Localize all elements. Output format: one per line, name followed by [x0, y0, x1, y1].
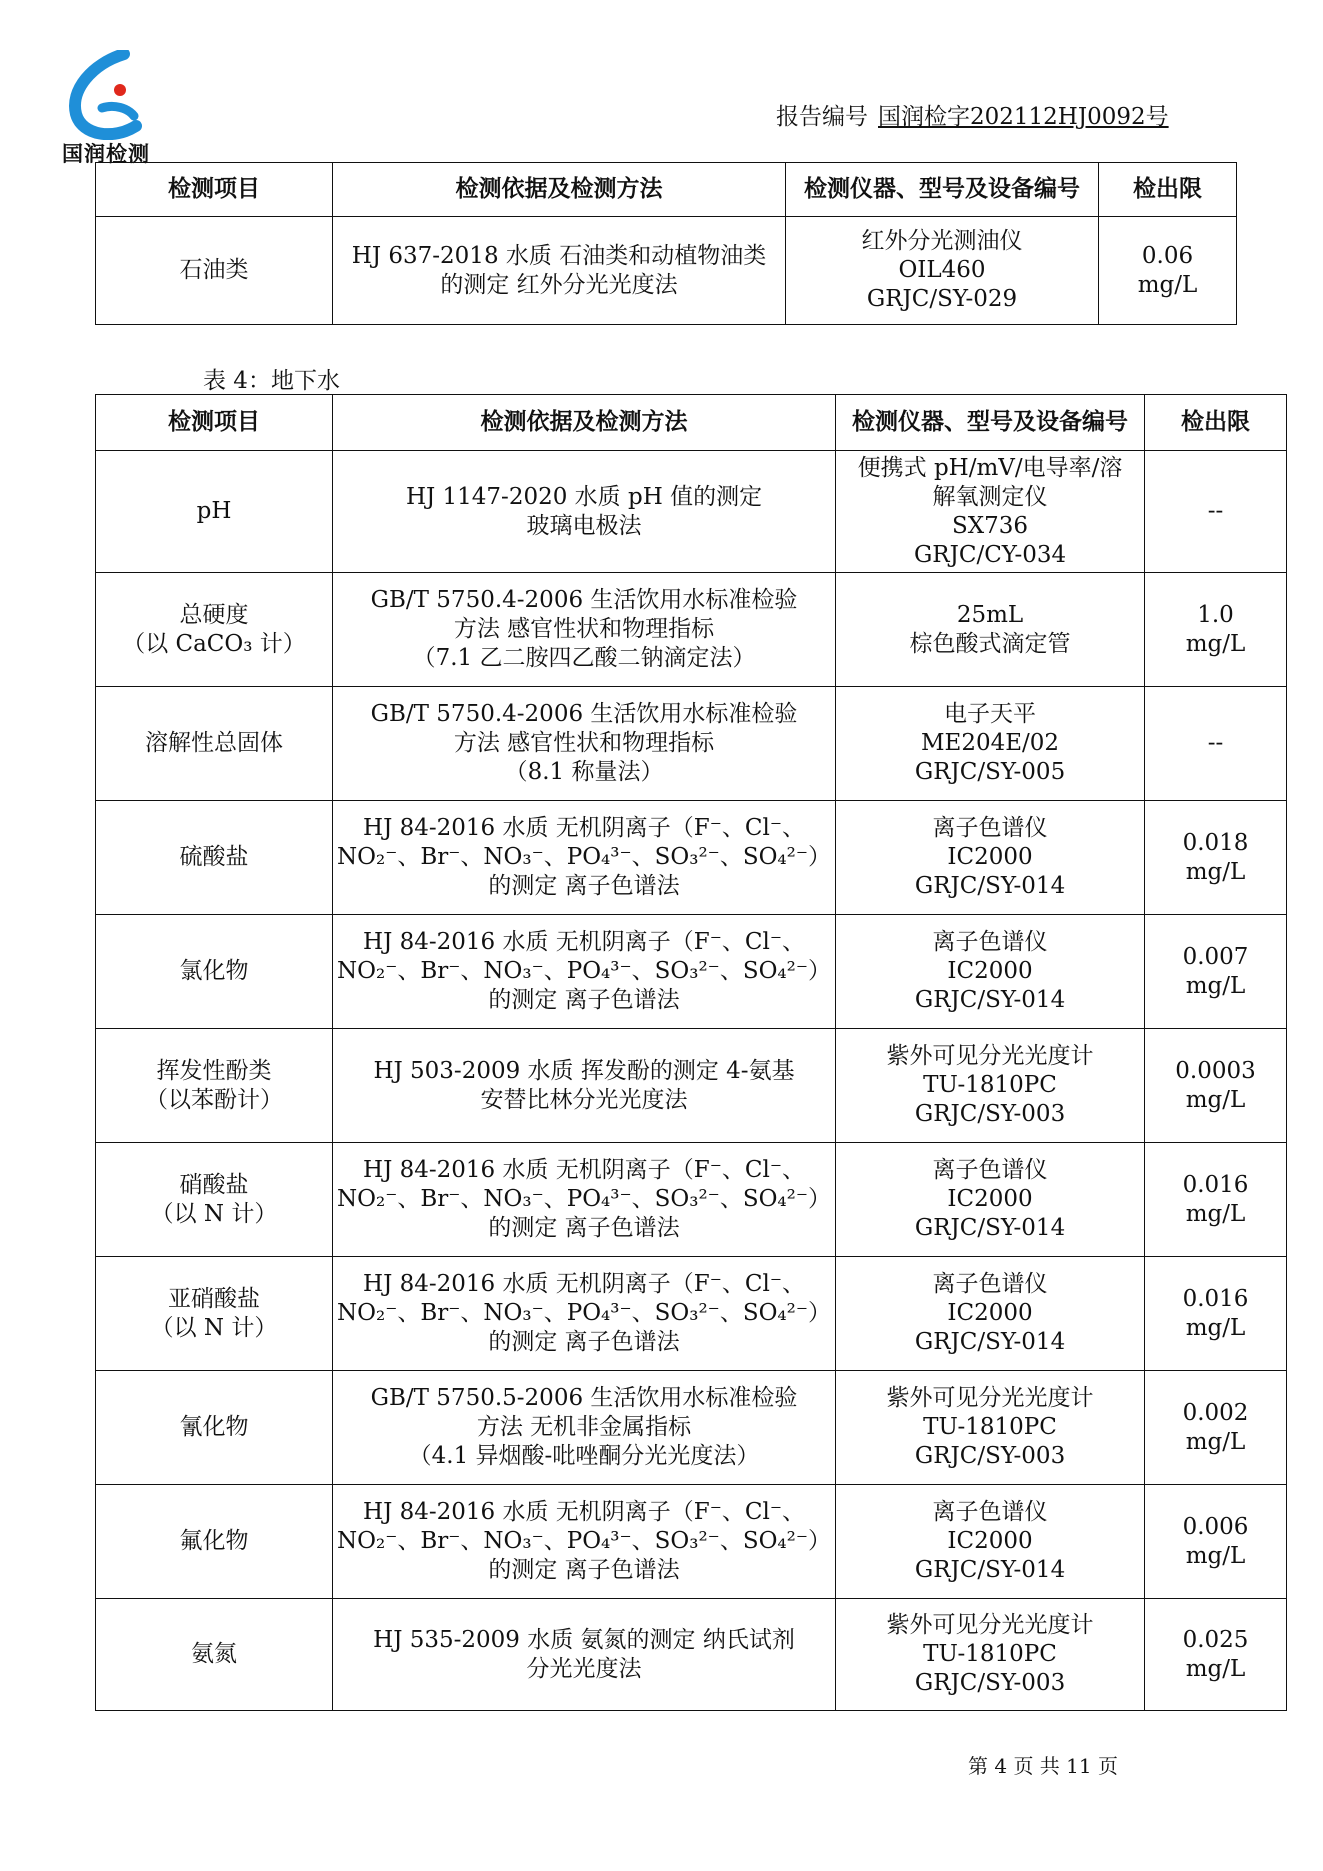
cell-text: 方法 感官性状和物理指标 [453, 730, 715, 756]
cell-text: mg/L [1185, 972, 1246, 999]
table-row [96, 217, 1237, 325]
cell-text: 石油类 [179, 257, 249, 283]
cell-method [333, 1599, 836, 1711]
cell-text: TU-1810PC [923, 1414, 1057, 1440]
cell-text: IC2000 [947, 1186, 1033, 1212]
cell-text: HJ 1147-2020 水质 pH 值的测定 [405, 483, 763, 510]
cell-text: mg/L [1185, 630, 1246, 657]
cell-item [96, 1029, 333, 1143]
cell-text: GRJC/SY-029 [866, 286, 1018, 312]
report-number-line [776, 98, 1169, 131]
cell-text: mg/L [1185, 1200, 1246, 1227]
table-row [96, 1029, 1287, 1143]
cell-instrument [836, 1029, 1145, 1143]
table-row [96, 1599, 1287, 1711]
cell-text: 安替比林分光光度法 [480, 1086, 688, 1113]
page-number: 第 4 页 共 11 页 [968, 1754, 1118, 1778]
cell-text: IC2000 [947, 844, 1033, 870]
cell-text: 氨氮 [191, 1641, 237, 1667]
cell-text: （以 N 计） [150, 1314, 278, 1341]
table-1 [95, 162, 1237, 325]
cell-text: 0.007 [1182, 943, 1249, 970]
col-header-method: 检测依据及检测方法 [333, 163, 786, 217]
cell-text: GRJC/SY-005 [914, 759, 1066, 785]
cell-text: 硫酸盐 [179, 844, 249, 870]
cell-instrument [836, 687, 1145, 801]
cell-text: 紫外可见分光光度计 [886, 1043, 1094, 1069]
cell-item [96, 1257, 333, 1371]
cell-text: 电子天平 [944, 701, 1037, 727]
table-row [96, 1257, 1287, 1371]
cell-text: 便携式 pH/mV/电导率/溶 [857, 454, 1123, 481]
table-row [96, 915, 1287, 1029]
logo-text: 国润检测 [62, 142, 150, 166]
table-row [96, 1143, 1287, 1257]
cell-limit [1145, 1029, 1287, 1143]
cell-item [96, 217, 333, 325]
logo-mark-icon [62, 50, 162, 140]
cell-text: GRJC/SY-014 [914, 873, 1066, 899]
cell-text: HJ 535-2009 水质 氨氮的测定 纳氏试剂 [373, 1626, 795, 1653]
cell-text: （4.1 异烟酸-吡唑酮分光光度法） [408, 1443, 760, 1469]
cell-method [333, 687, 836, 801]
cell-text: HJ 637-2018 水质 石油类和动植物油类 [351, 242, 767, 269]
cell-text: （以苯酚计） [145, 1086, 283, 1113]
cell-text: 分光光度法 [526, 1655, 642, 1682]
cell-instrument [836, 1143, 1145, 1257]
company-logo [62, 50, 162, 166]
cell-text: 方法 感官性状和物理指标 [453, 616, 715, 642]
cell-instrument [786, 217, 1099, 325]
cell-text: 的测定 离子色谱法 [488, 1557, 680, 1583]
cell-text: mg/L [1185, 1542, 1246, 1569]
cell-text: 的测定 离子色谱法 [488, 873, 680, 899]
cell-text: 紫外可见分光光度计 [886, 1385, 1094, 1411]
cell-text: pH [196, 498, 232, 524]
cell-item [96, 573, 333, 687]
cell-method [333, 217, 786, 325]
cell-text: （以 N 计） [150, 1200, 278, 1227]
cell-method [333, 573, 836, 687]
cell-text: GB/T 5750.4-2006 生活饮用水标准检验 [370, 701, 798, 727]
cell-text: 挥发性酚类 [156, 1057, 272, 1084]
cell-text: （以 CaCO₃ 计） [122, 630, 306, 657]
cell-instrument [836, 1371, 1145, 1485]
cell-item [96, 801, 333, 915]
cell-instrument [836, 451, 1145, 573]
cell-text: 离子色谱仪 [932, 1499, 1048, 1525]
cell-text: 离子色谱仪 [932, 929, 1048, 955]
cell-text: IC2000 [947, 1300, 1033, 1326]
cell-text: 离子色谱仪 [932, 815, 1048, 841]
table-header-row [96, 395, 1287, 451]
cell-text: 离子色谱仪 [932, 1157, 1048, 1183]
cell-text: GRJC/SY-003 [914, 1670, 1066, 1696]
cell-text: 0.025 [1182, 1626, 1249, 1653]
cell-text: GRJC/SY-014 [914, 987, 1066, 1013]
cell-text: mg/L [1185, 1655, 1246, 1682]
cell-text: GB/T 5750.4-2006 生活饮用水标准检验 [370, 587, 798, 613]
cell-text: mg/L [1137, 271, 1198, 298]
cell-text: 紫外可见分光光度计 [886, 1612, 1094, 1638]
cell-text: -- [1207, 730, 1224, 756]
cell-text: 的测定 红外分光光度法 [440, 271, 678, 298]
cell-text: 亚硝酸盐 [168, 1285, 260, 1312]
table-row [96, 1485, 1287, 1599]
cell-text: 方法 无机非金属指标 [476, 1414, 692, 1440]
cell-text: TU-1810PC [923, 1072, 1057, 1098]
cell-limit [1145, 1143, 1287, 1257]
cell-text: HJ 84-2016 水质 无机阴离子（F⁻、Cl⁻、 [363, 815, 805, 841]
cell-text: NO₂⁻、Br⁻、NO₃⁻、PO₄³⁻、SO₃²⁻、SO₄²⁻） [337, 1300, 832, 1326]
cell-text: NO₂⁻、Br⁻、NO₃⁻、PO₄³⁻、SO₃²⁻、SO₄²⁻） [337, 1186, 832, 1212]
cell-limit [1099, 217, 1237, 325]
cell-text: GRJC/CY-034 [913, 541, 1067, 568]
cell-text: 0.0003 [1175, 1057, 1256, 1084]
cell-text: 0.018 [1182, 829, 1249, 856]
cell-text: 氯化物 [179, 958, 249, 984]
table-header-row [96, 163, 1237, 217]
cell-text: ME204E/02 [921, 730, 1060, 756]
col-header-instrument: 检测仪器、型号及设备编号 [836, 395, 1145, 451]
cell-text: 1.0 [1197, 601, 1234, 628]
cell-text: SX736 [952, 512, 1029, 539]
cell-text: 0.002 [1182, 1399, 1249, 1426]
cell-text: 氰化物 [179, 1414, 249, 1440]
cell-text: 离子色谱仪 [932, 1271, 1048, 1297]
cell-text: 0.016 [1182, 1171, 1249, 1198]
cell-item [96, 915, 333, 1029]
cell-text: （8.1 称量法） [504, 759, 664, 785]
cell-instrument [836, 801, 1145, 915]
cell-text: HJ 84-2016 水质 无机阴离子（F⁻、Cl⁻、 [363, 1499, 805, 1525]
cell-text: mg/L [1185, 1314, 1246, 1341]
cell-text: GRJC/SY-014 [914, 1329, 1066, 1355]
cell-text: 溶解性总固体 [145, 730, 283, 756]
cell-text: mg/L [1185, 1086, 1246, 1113]
cell-text: 的测定 离子色谱法 [488, 1329, 680, 1355]
cell-text: NO₂⁻、Br⁻、NO₃⁻、PO₄³⁻、SO₃²⁻、SO₄²⁻） [337, 1528, 832, 1554]
cell-text: 总硬度 [179, 601, 249, 628]
cell-text: HJ 84-2016 水质 无机阴离子（F⁻、Cl⁻、 [363, 1271, 805, 1297]
col-header-item: 检测项目 [96, 163, 333, 217]
cell-text: IC2000 [947, 1528, 1033, 1554]
table-row [96, 451, 1287, 573]
cell-limit [1145, 1257, 1287, 1371]
cell-text: 氟化物 [179, 1528, 249, 1554]
cell-text: GRJC/SY-003 [914, 1101, 1066, 1127]
cell-instrument [836, 915, 1145, 1029]
cell-text: GRJC/SY-014 [914, 1215, 1066, 1241]
cell-text: 棕色酸式滴定管 [909, 630, 1071, 657]
cell-text: 解氧测定仪 [932, 483, 1048, 510]
cell-item [96, 1599, 333, 1711]
cell-text: 25mL [956, 601, 1024, 628]
table-row [96, 573, 1287, 687]
cell-limit [1145, 1371, 1287, 1485]
cell-method [333, 451, 836, 573]
cell-instrument [836, 573, 1145, 687]
cell-method [333, 1143, 836, 1257]
cell-text: TU-1810PC [923, 1641, 1057, 1667]
cell-limit [1145, 801, 1287, 915]
table-row [96, 687, 1287, 801]
cell-text: 红外分光测油仪 [861, 228, 1023, 254]
cell-method [333, 1029, 836, 1143]
cell-text: GRJC/SY-014 [914, 1557, 1066, 1583]
report-number-value: 国润检字202112HJ0092号 [878, 104, 1169, 130]
table-row [96, 1371, 1287, 1485]
cell-text: OIL460 [898, 257, 986, 283]
cell-method [333, 1485, 836, 1599]
col-header-limit: 检出限 [1145, 395, 1287, 451]
col-header-instrument: 检测仪器、型号及设备编号 [786, 163, 1099, 217]
cell-text: HJ 503-2009 水质 挥发酚的测定 4-氨基 [373, 1057, 795, 1084]
cell-limit [1145, 573, 1287, 687]
cell-text: （7.1 乙二胺四乙酸二钠滴定法） [412, 645, 756, 671]
cell-text: IC2000 [947, 958, 1033, 984]
table-2 [95, 394, 1287, 1711]
report-number-label: 报告编号 [776, 104, 868, 130]
cell-instrument [836, 1599, 1145, 1711]
cell-text: 0.006 [1182, 1513, 1249, 1540]
cell-text: NO₂⁻、Br⁻、NO₃⁻、PO₄³⁻、SO₃²⁻、SO₄²⁻） [337, 958, 832, 984]
cell-text: GB/T 5750.5-2006 生活饮用水标准检验 [370, 1385, 798, 1411]
table-caption: 表 4：地下水 [203, 368, 340, 394]
col-header-method: 检测依据及检测方法 [333, 395, 836, 451]
cell-text: NO₂⁻、Br⁻、NO₃⁻、PO₄³⁻、SO₃²⁻、SO₄²⁻） [337, 844, 832, 870]
cell-instrument [836, 1257, 1145, 1371]
cell-method [333, 915, 836, 1029]
cell-text: -- [1207, 498, 1224, 524]
cell-text: 0.06 [1141, 242, 1194, 269]
cell-text: 的测定 离子色谱法 [488, 1215, 680, 1241]
table-row [96, 801, 1287, 915]
cell-method [333, 1257, 836, 1371]
cell-limit [1145, 915, 1287, 1029]
cell-text: 玻璃电极法 [526, 512, 642, 539]
cell-limit [1145, 451, 1287, 573]
cell-text: HJ 84-2016 水质 无机阴离子（F⁻、Cl⁻、 [363, 929, 805, 955]
cell-method [333, 1371, 836, 1485]
cell-item [96, 687, 333, 801]
cell-limit [1145, 687, 1287, 801]
cell-text: 硝酸盐 [179, 1171, 249, 1198]
cell-item [96, 1143, 333, 1257]
col-header-item: 检测项目 [96, 395, 333, 451]
cell-text: mg/L [1185, 1428, 1246, 1455]
cell-text: GRJC/SY-003 [914, 1443, 1066, 1469]
col-header-limit: 检出限 [1099, 163, 1237, 217]
cell-limit [1145, 1599, 1287, 1711]
cell-text: HJ 84-2016 水质 无机阴离子（F⁻、Cl⁻、 [363, 1157, 805, 1183]
cell-text: mg/L [1185, 858, 1246, 885]
cell-item [96, 1485, 333, 1599]
cell-method [333, 801, 836, 915]
cell-text: 0.016 [1182, 1285, 1249, 1312]
cell-item [96, 1371, 333, 1485]
cell-item [96, 451, 333, 573]
cell-text: 的测定 离子色谱法 [488, 987, 680, 1013]
cell-instrument [836, 1485, 1145, 1599]
cell-limit [1145, 1485, 1287, 1599]
